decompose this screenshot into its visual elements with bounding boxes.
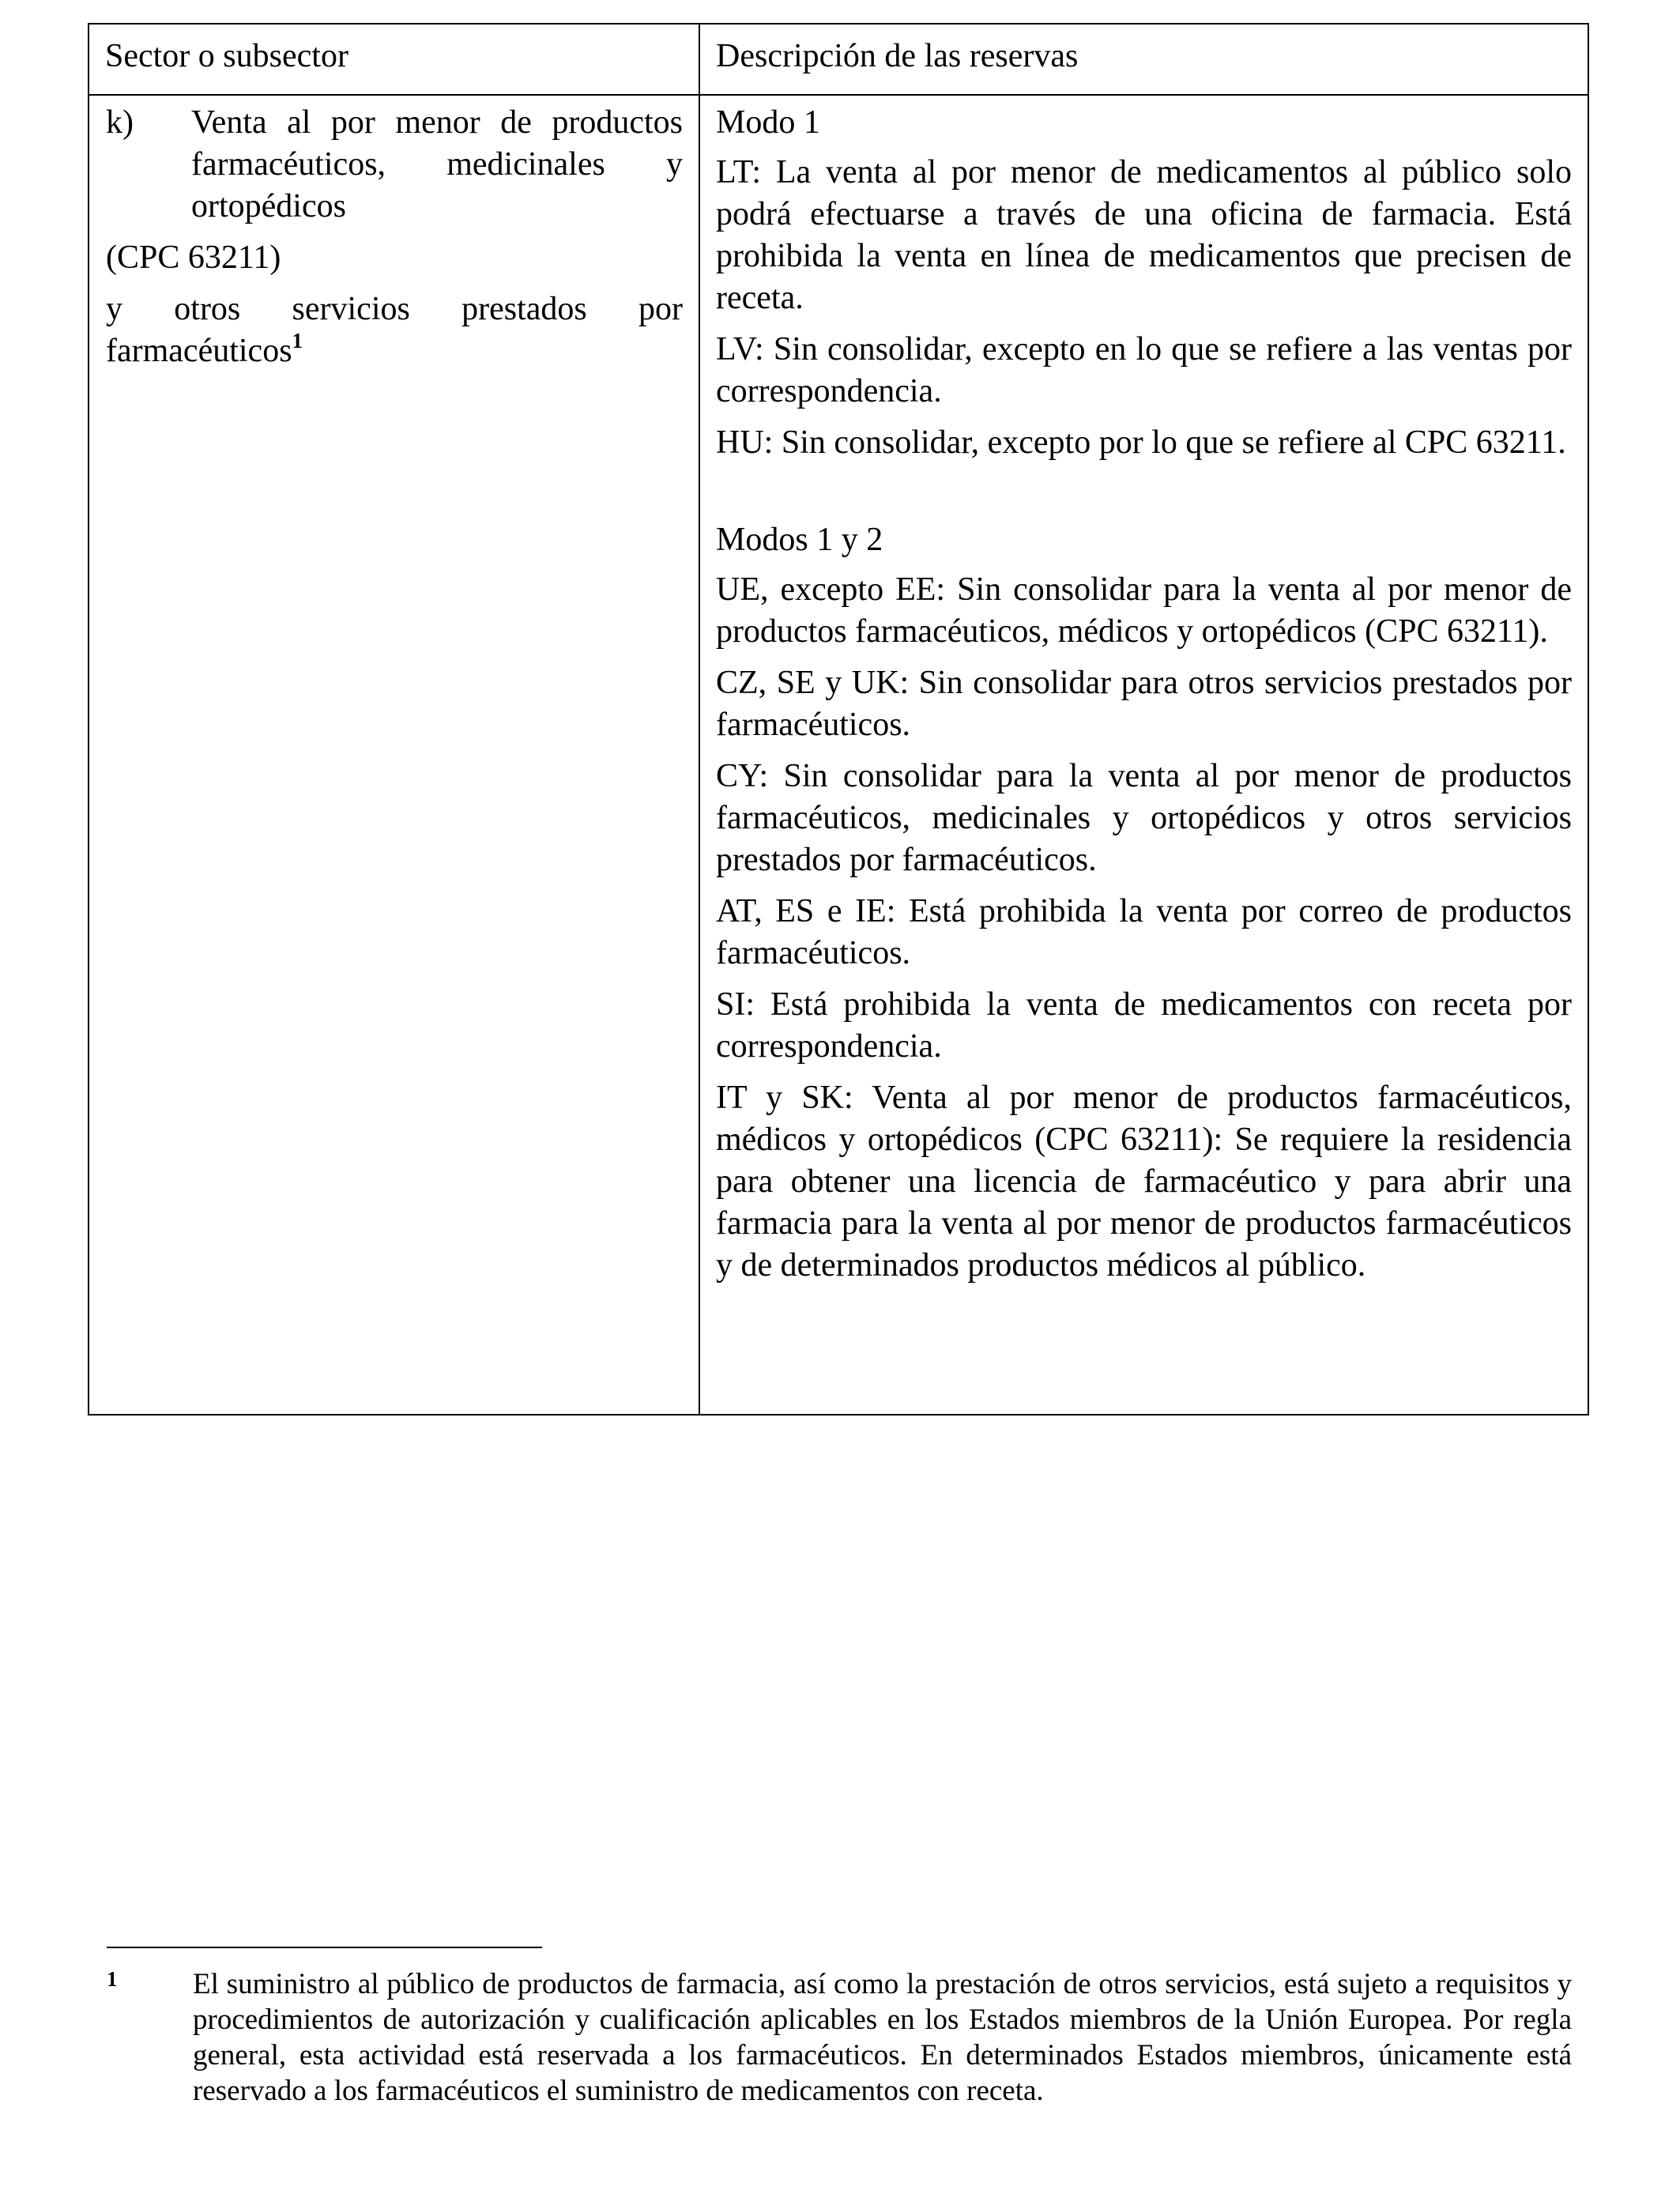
modo1-paragraph: LT: La venta al por menor de medicamentos al público solo podrá efectuarse a través de una oficina de farmacia. Está prohibida la venta en línea de medicamentos que precisen de receta. bbox=[716, 154, 1572, 316]
other-services-text: y otros servicios prestados por farmacéuticos bbox=[106, 291, 683, 369]
modos12-paragraph: AT, ES e IE: Está prohibida la venta por correo de productos farmacéuticos. bbox=[716, 893, 1572, 971]
footnote bbox=[107, 1966, 1572, 2109]
sector-item bbox=[106, 102, 683, 228]
cpc-code: (CPC 63211) bbox=[106, 239, 281, 276]
footnote-reference[interactable]: 1 bbox=[292, 329, 303, 352]
modo1-paragraph: LV: Sin consolidar, excepto en lo que se refiere a las ventas por correspondencia. bbox=[716, 331, 1572, 409]
header-sector: Sector o subsector bbox=[89, 24, 699, 95]
modos12-paragraph: IT y SK: Venta al por menor de productos farmacéuticos, médicos y ortopédicos (CPC 63211): Se requiere la residencia para obtener una licencia de farmacéutico y para abrir una farmacia para la venta al por menor de productos farmacéuticos y de determinados productos médicos al público. bbox=[716, 1080, 1572, 1284]
footnote-text: El suministro al público de productos de farmacia, así como la prestación de otros servicios, está sujeto a requisitos y procedimientos de autorización y cualificación aplicables en los Estados miembros de la Unión Europea. Por regla general, esta actividad está reservada a los farmacéuticos. En determinados Estados miembros, únicamente está reservado a los farmacéuticos el suministro de medicamentos con receta. bbox=[193, 1968, 1572, 2107]
footnote-number: 1 bbox=[107, 1967, 118, 1991]
item-text: Venta al por menor de productos farmacéuticos, medicinales y ortopédicos bbox=[191, 104, 683, 224]
reservations-table bbox=[88, 23, 1589, 1416]
header-description: Descripción de las reservas bbox=[699, 24, 1588, 95]
modo1-paragraph: HU: Sin consolidar, excepto por lo que se refiere al CPC 63211. bbox=[716, 424, 1566, 461]
modo1-title: Modo 1 bbox=[716, 104, 820, 141]
modos12-paragraph: CZ, SE y UK: Sin consolidar para otros servicios prestados por farmacéuticos. bbox=[716, 665, 1572, 743]
other-services bbox=[106, 288, 683, 372]
description-cell bbox=[699, 95, 1588, 1415]
section-spacer bbox=[716, 464, 1572, 519]
modos12-paragraph: CY: Sin consolidar para la venta al por menor de productos farmacéuticos, medicinales y ortopédicos y otros servicios prestados por farmacéuticos. bbox=[716, 758, 1572, 878]
modos12-paragraph: SI: Está prohibida la venta de medicamentos con receta por correspondencia. bbox=[716, 986, 1572, 1065]
table-row bbox=[89, 95, 1588, 1415]
modos12-paragraph: UE, excepto EE: Sin consolidar para la venta al por menor de productos farmacéuticos, médicos y ortopédicos (CPC 63211). bbox=[716, 571, 1572, 650]
table-header-row bbox=[89, 24, 1588, 95]
item-letter: k) bbox=[106, 104, 134, 141]
footnote-separator bbox=[107, 1947, 542, 1948]
modos12-title: Modos 1 y 2 bbox=[716, 522, 883, 558]
sector-cell bbox=[89, 95, 699, 1415]
